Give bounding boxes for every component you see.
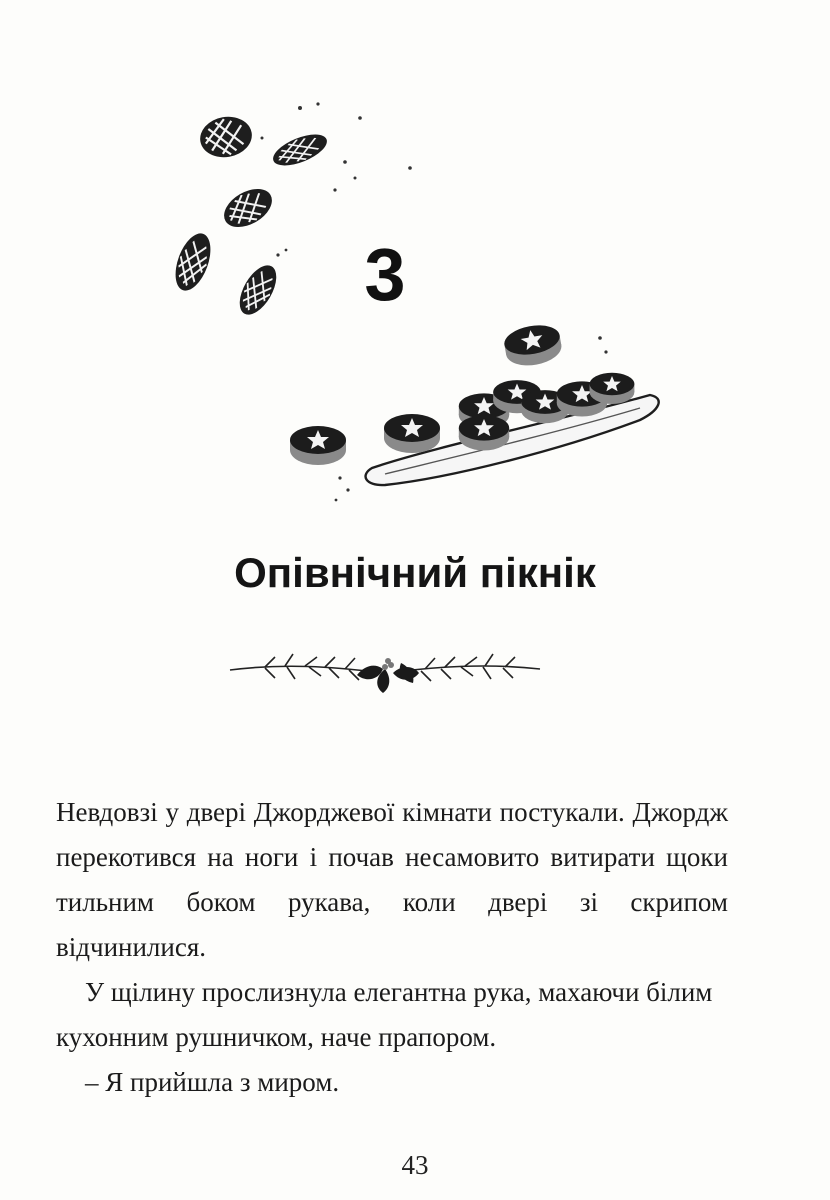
- mince-pie-icon: [590, 373, 635, 404]
- paragraph-2: У щілину прослизнула елегантна рука, махаючи білим кухонним рушничком, наче прапором.: [56, 977, 713, 1052]
- mince-pie-icon: [269, 128, 331, 172]
- paragraph-3: – Я прийшла з миром.: [85, 1067, 340, 1097]
- mince-pie-icon: [502, 321, 564, 369]
- chapter-text: [56, 790, 728, 1105]
- mince-pie-icon: [197, 113, 255, 161]
- page-number: 43: [401, 1150, 429, 1180]
- mince-pie-icon: [169, 229, 218, 295]
- paragraph-1: Невдовзі у двері Джорджевої кімнати постукали. Джордж перекотився на ноги і почав несамовито витирати щоки тильним боком рукава, коли двері зі скрипом відчинилися.: [56, 797, 728, 962]
- mince-pie-icon: [459, 415, 509, 450]
- mince-pie-icon: [217, 181, 278, 235]
- mince-pie-icon: [232, 259, 284, 320]
- mince-pie-icon: [290, 426, 346, 465]
- chapter-title: Опівнічний пікнік: [234, 549, 596, 596]
- mince-pie-icon: [384, 414, 440, 453]
- holly-garland-icon: [225, 645, 545, 695]
- chapter-number: 3: [364, 233, 406, 316]
